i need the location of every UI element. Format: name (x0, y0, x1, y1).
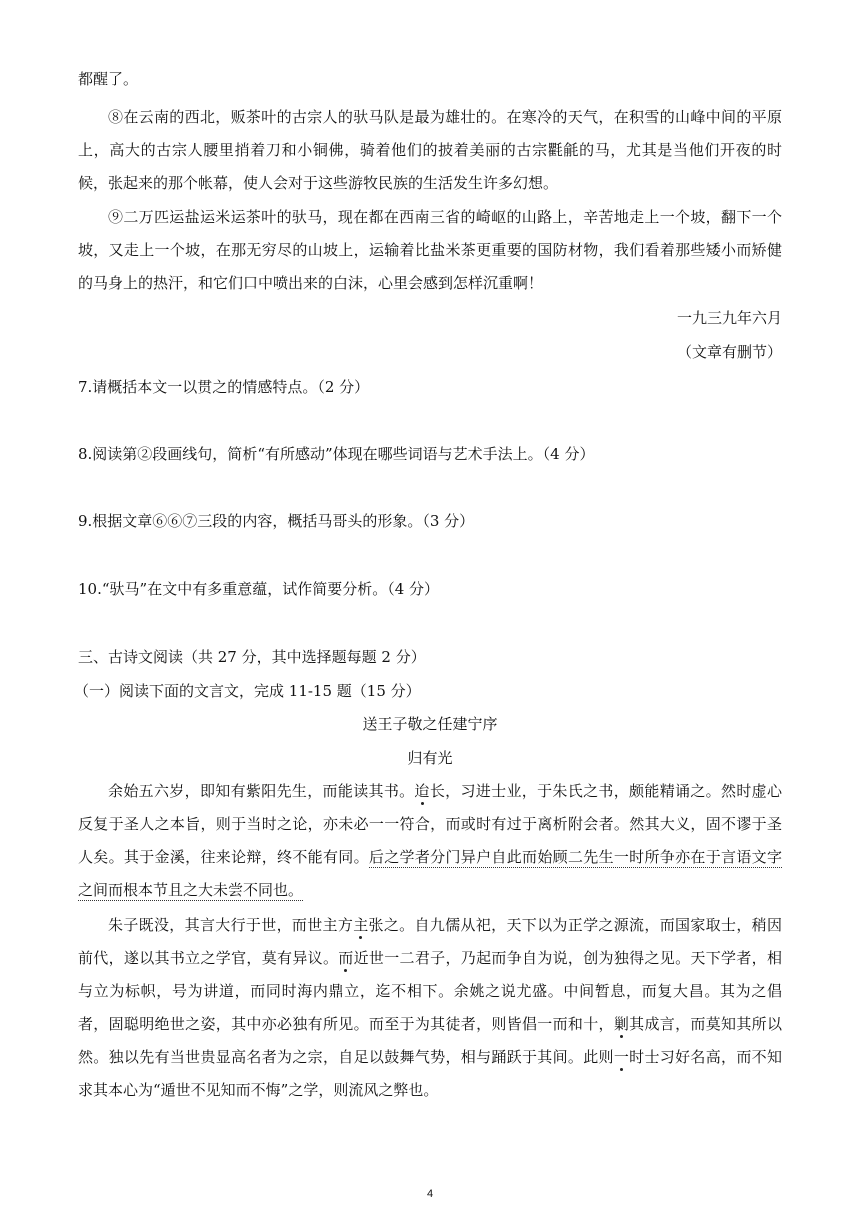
question-8: 8.阅读第②段画线句，简析“有所感动”体现在哪些词语与艺术手法上。（4 分） (78, 445, 595, 463)
underlined-sentence: 后之学者分门异户自此而始顾二先生一时所争亦在于言语文字之间而根本节且之大未尝不同也。 (78, 848, 782, 899)
paragraph-9: ⑨二万匹运盐运米运茶叶的驮马，现在都在西南三省的崎岖的山路上，辛苦地走上一个坡，翻下一个坡，又走上一个坡，在那无穷尽的山坡上，运输着比盐米茶更重要的国防材物，我们看着那些矮小而矫健的马身上的热汗，和它们口中喷出来的白沫，心里会感到怎样沉重啊！ (78, 208, 782, 292)
classical-text: 其成言，而莫知其所以然。独以先有当世贵显高名者为之宗，自足以鼓舞气势，相与踊跃于其间。此则 (78, 1015, 782, 1066)
essay-title: 送王子敬之任建宁序 (362, 715, 498, 733)
continuation-line: 都醒了。 (78, 70, 139, 88)
question-9: 9.根据文章⑥⑥⑦三段的内容，概括马哥头的形象。（3 分） (78, 512, 475, 530)
page-number: 4 (426, 1188, 434, 1200)
classical-text: 近世一二君子，乃起而争自为说，创为独得之见。天下学者，相与立为标帜，号为讲道，而同时海内鼎立，迄不相下。余姚之说尤盛。中间暂息，而复大昌。其为之倡者，固聪明绝世之姿，其中亦必独有所见。而至于为其徒者，则皆倡一而和十， (78, 949, 782, 1033)
emphasized-char: 主 (353, 916, 369, 934)
classical-text: 长，习进士业，于朱氏之书，颇能精诵之。然时虚心反复于圣人之本旨，则于当时之论，亦未必一一符合，而或时有过于离析附会者。然其大义，固不谬于圣人矣。其于金溪，往来论辩，终不能有同。 (78, 782, 782, 866)
emphasized-char: 而 (338, 949, 354, 967)
classical-paragraph-1 (78, 775, 782, 907)
paragraph-8: ⑧在云南的西北，贩茶叶的古宗人的驮马队是最为雄壮的。在寒冷的天气，在积雪的山峰中间的平原上，高大的古宗人腰里捎着刀和小铜佛，骑着他们的披着美丽的古宗氍毹的马，尤其是当他们开夜的时候，张起来的那个帐幕，使人会对于这些游牧民族的生活发生许多幻想。 (78, 108, 782, 192)
emphasized-char: 迨 (414, 782, 430, 800)
question-7: 7.请概括本文一以贯之的情感特点。（2 分） (78, 378, 370, 396)
classical-text: 余始五六岁，即知有紫阳先生，而能读其书。 (108, 782, 415, 800)
emphasized-char: 剿 (613, 1015, 630, 1033)
classical-paragraph-2 (78, 909, 782, 1107)
classical-text: 时士习好名高，而不知求其本心为“遁世不见知而不悔”之学，则流风之弊也。 (78, 1048, 782, 1099)
abridged-note: （文章有删节） (676, 343, 782, 361)
classical-text: 张之。自九儒从祀，天下以为正学之源流，而国家取士，稍因前代，遂以其书立之学官，莫有异议。 (78, 916, 782, 967)
date-line: 一九三九年六月 (676, 309, 782, 327)
question-10: 10.“驮马”在文中有多重意蕴，试作简要分析。（4 分） (78, 580, 440, 598)
emphasized-char: 一 (613, 1048, 630, 1066)
classical-text: 朱子既没，其言大行于世，而世主方 (108, 916, 354, 934)
section-heading-3: 三、古诗文阅读（共 27 分，其中选择题每题 2 分） (78, 648, 426, 666)
subsection-heading-1: （一）阅读下面的文言文，完成 11-15 题（15 分） (74, 682, 421, 700)
essay-author: 归有光 (407, 749, 453, 767)
